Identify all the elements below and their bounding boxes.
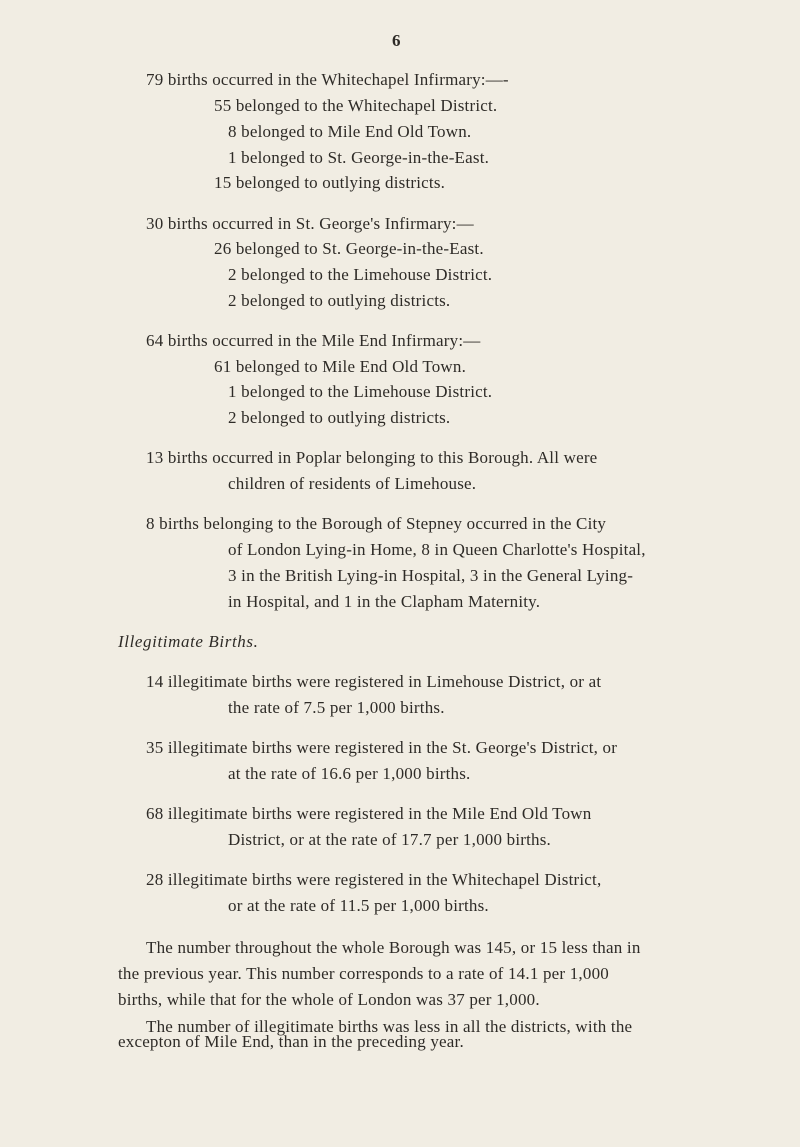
stepney-paragraph-line: of London Lying-in Home, 8 in Queen Charlotte's Hospital, bbox=[228, 540, 646, 559]
stepney-paragraph-line: 3 in the British Lying-in Hospital, 3 in the General Lying- bbox=[228, 566, 634, 585]
illegitimate-st-george-line: 35 illegitimate births were registered in the St. George's District, or bbox=[146, 738, 618, 757]
whitechapel-item: 1 belonged to St. George-in-the-East. bbox=[228, 148, 490, 167]
page-number: 6 bbox=[392, 31, 401, 50]
closing-paragraph-line: The number of illegitimate births was less in all the districts, with the bbox=[146, 1017, 633, 1036]
mile-end-heading: 64 births occurred in the Mile End Infirmary:— bbox=[146, 331, 481, 350]
illegitimate-st-george-line: at the rate of 16.6 per 1,000 births. bbox=[228, 764, 471, 783]
mile-end-item: 61 belonged to Mile End Old Town. bbox=[214, 357, 467, 376]
st-george-item: 26 belonged to St. George-in-the-East. bbox=[214, 239, 484, 258]
illegitimate-limehouse-line: the rate of 7.5 per 1,000 births. bbox=[228, 698, 445, 717]
st-george-item: 2 belonged to outlying districts. bbox=[228, 291, 451, 310]
whitechapel-item: 8 belonged to Mile End Old Town. bbox=[228, 122, 472, 141]
illegitimate-mile-end-line: District, or at the rate of 17.7 per 1,000 births. bbox=[228, 830, 552, 849]
illegitimate-whitechapel-line: or at the rate of 11.5 per 1,000 births. bbox=[228, 896, 489, 915]
summary-paragraph-line: births, while that for the whole of London was 37 per 1,000. bbox=[118, 990, 540, 1009]
poplar-paragraph-line: children of residents of Limehouse. bbox=[228, 474, 477, 493]
closing-paragraph-line: excepton of Mile End, than in the preceding year. bbox=[118, 1032, 464, 1051]
whitechapel-item: 15 belonged to outlying districts. bbox=[214, 173, 446, 192]
stepney-paragraph-line: in Hospital, and 1 in the Clapham Maternity. bbox=[228, 592, 541, 611]
poplar-paragraph-line: 13 births occurred in Poplar belonging to this Borough. All were bbox=[146, 448, 598, 467]
illegitimate-births-heading: Illegitimate Births. bbox=[118, 632, 259, 651]
mile-end-item: 2 belonged to outlying districts. bbox=[228, 408, 451, 427]
illegitimate-limehouse-line: 14 illegitimate births were registered in Limehouse District, or at bbox=[146, 672, 602, 691]
illegitimate-whitechapel-line: 28 illegitimate births were registered in the Whitechapel District, bbox=[146, 870, 602, 889]
illegitimate-mile-end-line: 68 illegitimate births were registered in the Mile End Old Town bbox=[146, 804, 592, 823]
whitechapel-heading: 79 births occurred in the Whitechapel Infirmary:—- bbox=[146, 70, 509, 89]
whitechapel-item: 55 belonged to the Whitechapel District. bbox=[214, 96, 498, 115]
stepney-paragraph-line: 8 births belonging to the Borough of Stepney occurred in the City bbox=[146, 514, 607, 533]
summary-paragraph-line: The number throughout the whole Borough was 145, or 15 less than in bbox=[146, 938, 641, 957]
st-george-heading: 30 births occurred in St. George's Infirmary:— bbox=[146, 214, 474, 233]
st-george-item: 2 belonged to the Limehouse District. bbox=[228, 265, 493, 284]
summary-paragraph-line: the previous year. This number corresponds to a rate of 14.1 per 1,000 bbox=[118, 964, 609, 983]
mile-end-item: 1 belonged to the Limehouse District. bbox=[228, 382, 493, 401]
